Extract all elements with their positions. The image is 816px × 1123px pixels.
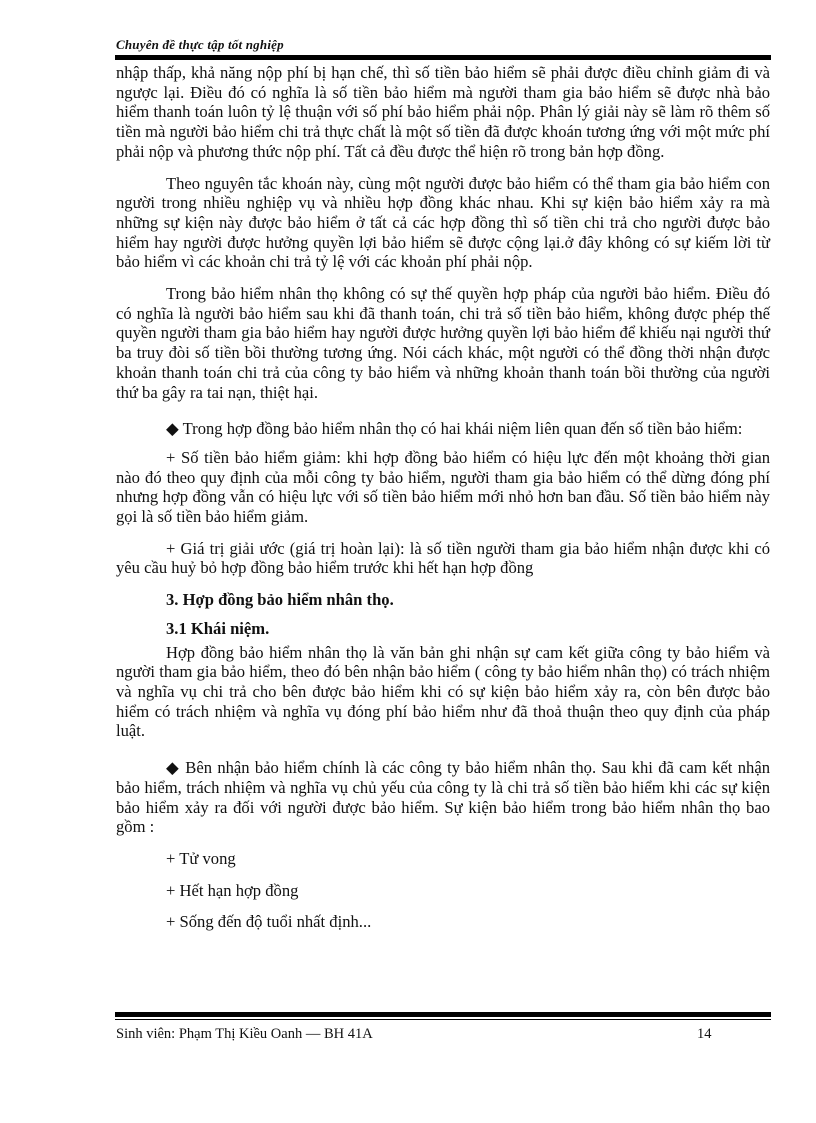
footer-author: Sinh viên: Phạm Thị Kiều Oanh — BH 41A: [116, 1026, 373, 1042]
header-title: Chuyên đề thực tập tốt nghiệp: [116, 37, 284, 52]
page-body: [116, 63, 770, 932]
list-item: + Hết hạn hợp đồng: [166, 880, 299, 900]
section-heading: 3. Hợp đồng bảo hiểm nhân thọ.: [166, 590, 394, 610]
paragraph-1: nhập thấp, khả năng nộp phí bị hạn chế, thì số tiền bảo hiểm sẽ phải được điều chỉnh giảm đi và ngược lại. Điều đó có nghĩa là số tiền bảo hiểm mà người tham gia bảo hiểm sẽ được nhà bảo hiểm thanh toán luôn tỷ lệ thuận với số phí bảo hiểm phải nộp. Phân lý giải này sẽ làm rõ thêm số tiền mà người bảo hiểm chi trả thực chất là một số tiền đã được khoán tương ứng với một mức phí phải nộp và phương thức nộp phí. Tất cả đều được thể hiện rõ trong bản hợp đồng.: [116, 63, 770, 161]
page-number: 14: [697, 1026, 712, 1042]
subsection-heading: 3.1 Khái niệm.: [166, 618, 270, 638]
footer-rule-thin: [115, 1019, 771, 1020]
paragraph-5: + Số tiền bảo hiểm giảm: khi hợp đồng bảo hiểm có hiệu lực đến một khoảng thời gian nào đó theo quy định của mỗi công ty bảo hiểm, người tham gia bảo hiểm có thể dừng đóng phí nhưng hợp đồng vẫn có hiệu lực với số tiền bảo hiểm mới nhỏ hơn ban đầu. Số tiền bảo hiểm này gọi là số tiền bảo hiểm giảm.: [116, 447, 770, 527]
paragraph-8: ◆ Bên nhận bảo hiểm chính là các công ty bảo hiểm nhân thọ. Sau khi đã cam kết nhận bảo hiểm, trách nhiệm và nghĩa vụ chủ yếu của công ty là chi trả số tiền bảo hiểm khi các sự kiện bảo hiểm xảy ra đối với người được bảo hiểm. Sự kiện bảo hiểm trong bảo hiểm nhân thọ bao gồm :: [116, 758, 770, 837]
footer-rule-thick: [115, 1012, 771, 1017]
paragraph-3: Trong bảo hiểm nhân thọ không có sự thế quyền hợp pháp của người bảo hiểm. Điều đó có nghĩa là người bảo hiểm sau khi đã thanh toán, chi trả số tiền bảo hiểm, không được phép thế quyền người tham gia bảo hiểm hay người được hưởng quyền lợi bảo hiểm để khiếu nại người thứ ba truy đòi số tiền bồi thường tương ứng. Nói cách khác, một người có thể đồng thời nhận được khoản thanh toán chi trả của công ty bảo hiểm và những khoản thanh toán bồi thường của người thứ ba gây ra tai nạn, thiệt hại.: [116, 284, 770, 402]
paragraph-2: Theo nguyên tắc khoán này, cùng một người được bảo hiểm có thể tham gia bảo hiểm con người trong nhiều nghiệp vụ và nhiều hợp đồng khác nhau. Khi sự kiện bảo hiểm xảy ra mà những sự kiện này được bảo hiểm ở tất cả các hợp đồng thì số tiền chi trả cho người được bảo hiểm hay người được hưởng quyền lợi bảo hiểm sẽ được cộng lại.ở đây không có sự kiếm lời từ bảo hiểm vì các khoản chi trả tỷ lệ với các khoản phí phải nộp.: [116, 173, 770, 272]
list-item: + Sống đến độ tuổi nhất định...: [166, 912, 372, 932]
header-rule: [115, 55, 771, 60]
paragraph-6: + Giá trị giải ước (giá trị hoàn lại): là số tiền người tham gia bảo hiểm nhận được khi có yêu cầu huỷ bỏ hợp đồng bảo hiểm trước khi hết hạn hợp đồng: [116, 538, 770, 578]
paragraph-7: Hợp đồng bảo hiểm nhân thọ là văn bản ghi nhận sự cam kết giữa công ty bảo hiểm và người tham gia bảo hiểm, theo đó bên nhận bảo hiểm ( công ty bảo hiểm nhân thọ) có trách nhiệm và nghĩa vụ chi trả cho bên được bảo hiểm khi có sự kiện bảo hiểm xảy ra, còn bên được bảo hiểm có trách nhiệm và nghĩa vụ đóng phí bảo hiểm như đã thoả thuận theo quy định của pháp luật.: [116, 642, 770, 741]
list-item: + Tử vong: [166, 848, 236, 868]
paragraph-4: ◆ Trong hợp đồng bảo hiểm nhân thọ có hai khái niệm liên quan đến số tiền bảo hiểm:: [166, 419, 743, 439]
